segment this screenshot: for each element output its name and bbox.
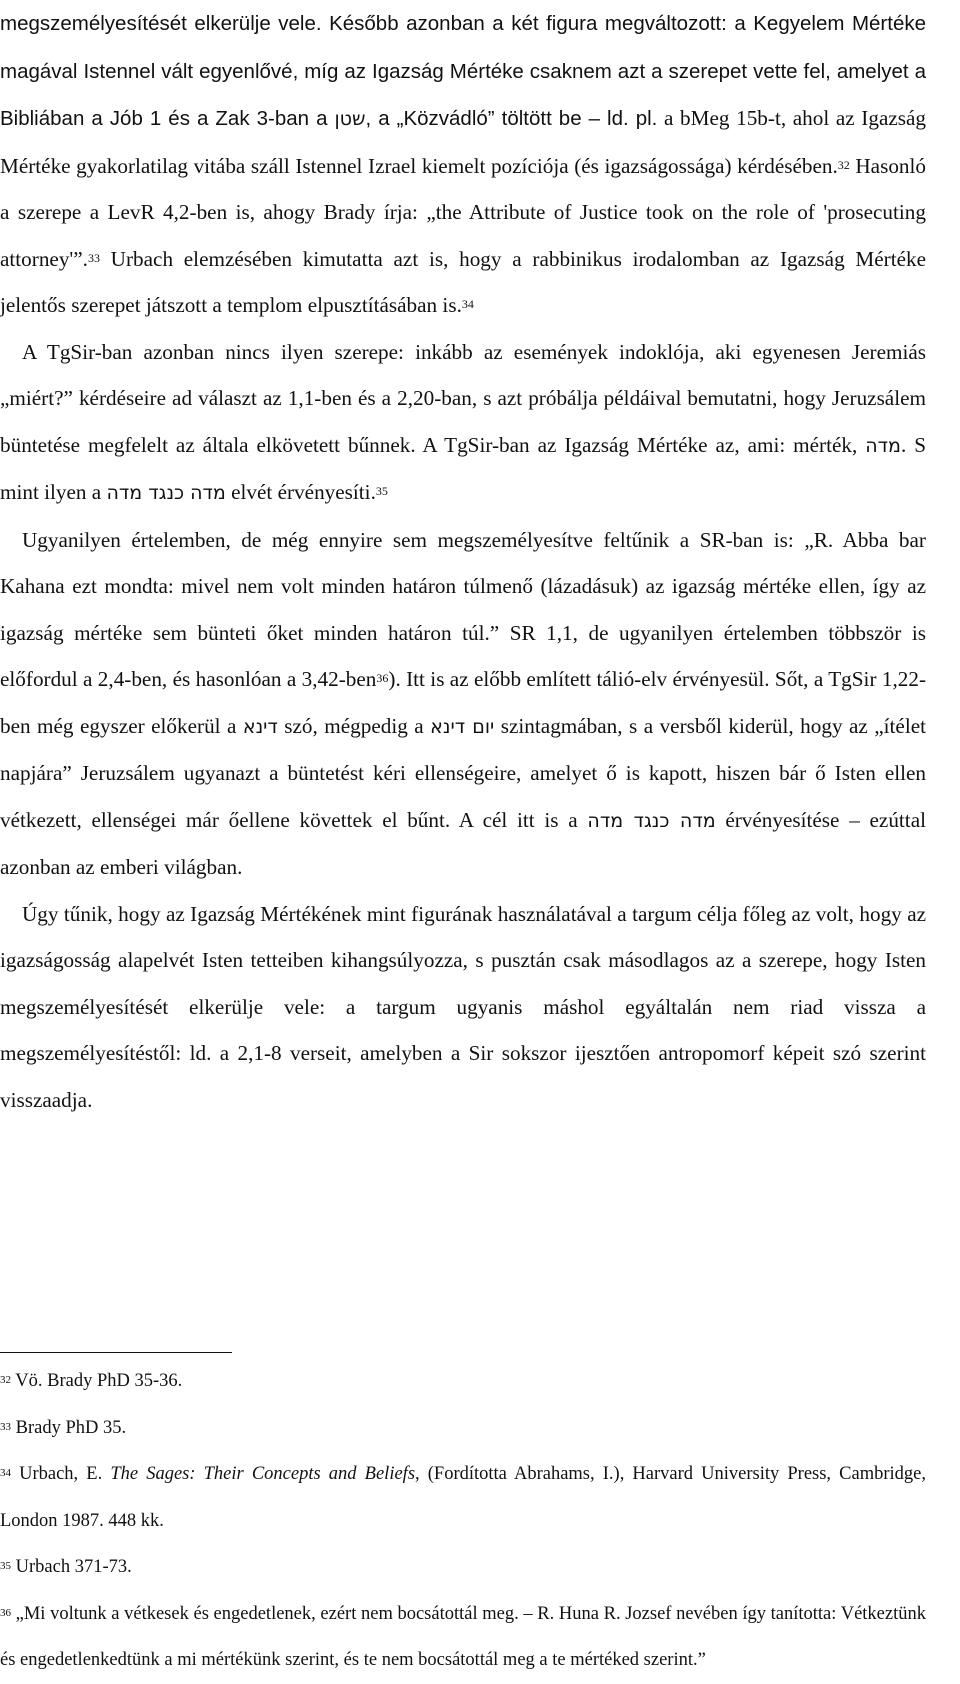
footnote-text-34-pre: Urbach, E.: [11, 1464, 111, 1484]
footnote-35: [0, 1544, 926, 1591]
footnote-36: [0, 1591, 926, 1684]
hebrew-dina: דינא: [242, 715, 278, 738]
paragraph-2: [0, 329, 926, 517]
paragraph-3: [0, 517, 926, 891]
hebrew-yom-dina: יום דינא: [430, 715, 495, 738]
footnote-book-title: The Sages: Their Concepts and Beliefs: [110, 1464, 416, 1484]
footnote-number-35: 35: [0, 1560, 11, 1572]
footnote-ref-35[interactable]: 35: [375, 484, 388, 498]
footnote-ref-32[interactable]: 32: [837, 157, 850, 172]
paragraph-2-sentence-1: A TgSir-ban azonban nincs ilyen szerepe: inkább az események indoklója, aki egyenesen Jeremiás „miért?” kérdéseire ad választ az 1,1-ben és a 2,20-ban, s azt próbálja példáival bemutatni, hogy Jeruzsálem büntetése megfelelt az általa elkövetett bűnnek. A TgSir-ban az Igazság Mértéke az, ami: mérték,: [0, 339, 926, 457]
paragraph-3-sentence-5: érvényesítése – ezúttal azonban az emberi világban.: [0, 807, 926, 879]
paragraph-4-sentence-1: Úgy tűnik, hogy az Igazság Mértékének mint figurának használatával a targum célja főleg az volt, hogy az igazságosság alapelvét Isten tetteiben kihangsúlyozza, s pusztán csak másodlagos az a szerepe, hogy Isten megszemélyesítését elkerülje vele: a targum ugyanis máshol egyáltalán nem riad vissza a megszemélyesítéstől: ld. a 2,1-8 verseit, amelyben a Sir sokszor ijesztően antropomorf képeit szó szerint visszaadja.: [0, 901, 926, 1112]
footnote-ref-33[interactable]: 33: [87, 250, 100, 265]
hebrew-midda-keneged-midda-2: מדה כנגד מדה: [587, 809, 716, 832]
paragraph-1-sentence-1: megszemélyesítését elkerülje vele.: [0, 12, 322, 35]
paragraph-3-sentence-4: szintagmában, s a versből kiderül, hogy az „ítélet napjára” Jeruzsálem ugyanazt a büntetést kéri ellenségeire, amelyet ő is kapott, hiszen bár ő Isten ellen vétkezett, ellenségei már őellene követtek el bűnt. A cél itt is a: [0, 713, 927, 832]
footnote-number-33: 33: [0, 1420, 11, 1433]
hebrew-midda: מדה: [865, 434, 901, 457]
footnote-text-34-post: , (Fordította Abrahams, I.), Harvard University Press, Cambridge, London 1987. 448 kk.: [0, 1464, 926, 1531]
footnote-separator: [0, 1352, 232, 1353]
paragraph-3-sentence-2: ). Itt is az előbb említett tálió-elv érvényesül. Sőt, a TgSir 1,22-ben még egyszer előkerül a: [0, 667, 926, 738]
paragraph-2-sentence-3: elvét érvényesíti.: [225, 480, 376, 504]
footnote-number-36: 36: [0, 1606, 11, 1619]
paragraph-2-sentence-2: . S mint ilyen a: [0, 432, 926, 504]
footnote-text-32: Vö. Brady PhD 35-36.: [11, 1371, 183, 1391]
footnotes: [0, 1358, 926, 1684]
paragraph-1-sentence-5: Hasonló a szerepe a LevR 4,2-ben is, ahogy Brady írja: „the Attribute of Justice took on the role of 'prosecuting attorney'”.: [0, 153, 926, 271]
footnote-text-36: „Mi voltunk a vétkesek és engedetlenek, ezért nem bocsátottál meg. – R. Huna R. Jozsef nevében így tanította: Vétkeztünk és engedetlenkedtünk a mi mértékünk szerint, és te nem bocsátottál meg a te mértéked szerint.”: [0, 1603, 926, 1670]
paragraph-3-sentence-1: Ugyanilyen értelemben, de még ennyire sem megszemélyesítve feltűnik a SR-ban is: „R. Abba bar Kahana ezt mondta: mivel nem volt minden határon túlmenő (lázadásuk) az igazság mértéke ellen, így az igazság mértéke sem bünteti őket minden határon túl.” SR 1,1, de ugyanilyen értelemben többször is előfordul a 2,4-ben, és hasonlóan a 3,42-ben: [0, 527, 926, 691]
footnote-34: [0, 1451, 926, 1544]
footnote-32: [0, 1358, 926, 1405]
paragraph-1-sentence-3: , a „Közvádló” töltött be – ld. pl.: [365, 107, 658, 130]
paragraph-1: [0, 0, 926, 329]
footnote-number-32: 32: [0, 1374, 11, 1386]
footnote-number-34: 34: [0, 1467, 11, 1479]
footnote-text-35: Urbach 371-73.: [11, 1557, 132, 1577]
paragraph-3-sentence-3: szó, mégpedig a: [277, 713, 431, 738]
hebrew-satan: שטן: [334, 108, 366, 130]
hebrew-midda-keneged-midda: מדה כנגד מדה: [106, 482, 226, 504]
footnote-33: [0, 1405, 926, 1452]
footnote-ref-36[interactable]: 36: [376, 671, 389, 685]
footnote-ref-34[interactable]: 34: [461, 297, 474, 311]
paragraph-4: [0, 891, 926, 1124]
footnote-text-33: Brady PhD 35.: [11, 1417, 127, 1438]
paragraph-1-sentence-2: Később azonban a két figura megváltozott: a Kegyelem Mértéke magával Istennel vált egyenlővé, míg az Igazság Mértéke csaknem azt a szerepet vette fel, amelyet a Bibliában a Jób 1 és a Zak 3-ban a: [0, 12, 926, 130]
paragraph-1-sentence-6: Urbach elemzésében kimutatta azt is, hogy a rabbinikus irodalomban az Igazság Mértéke jelentős szerepet játszott a templom elpusztításában is.: [0, 246, 926, 317]
paragraph-1-sentence-4: a bMeg 15b-t, ahol az Igazság Mértéke gyakorlatilag vitába száll Istennel Izrael kiemelt pozíciója (és igazságossága) kérdésében.: [0, 106, 926, 178]
